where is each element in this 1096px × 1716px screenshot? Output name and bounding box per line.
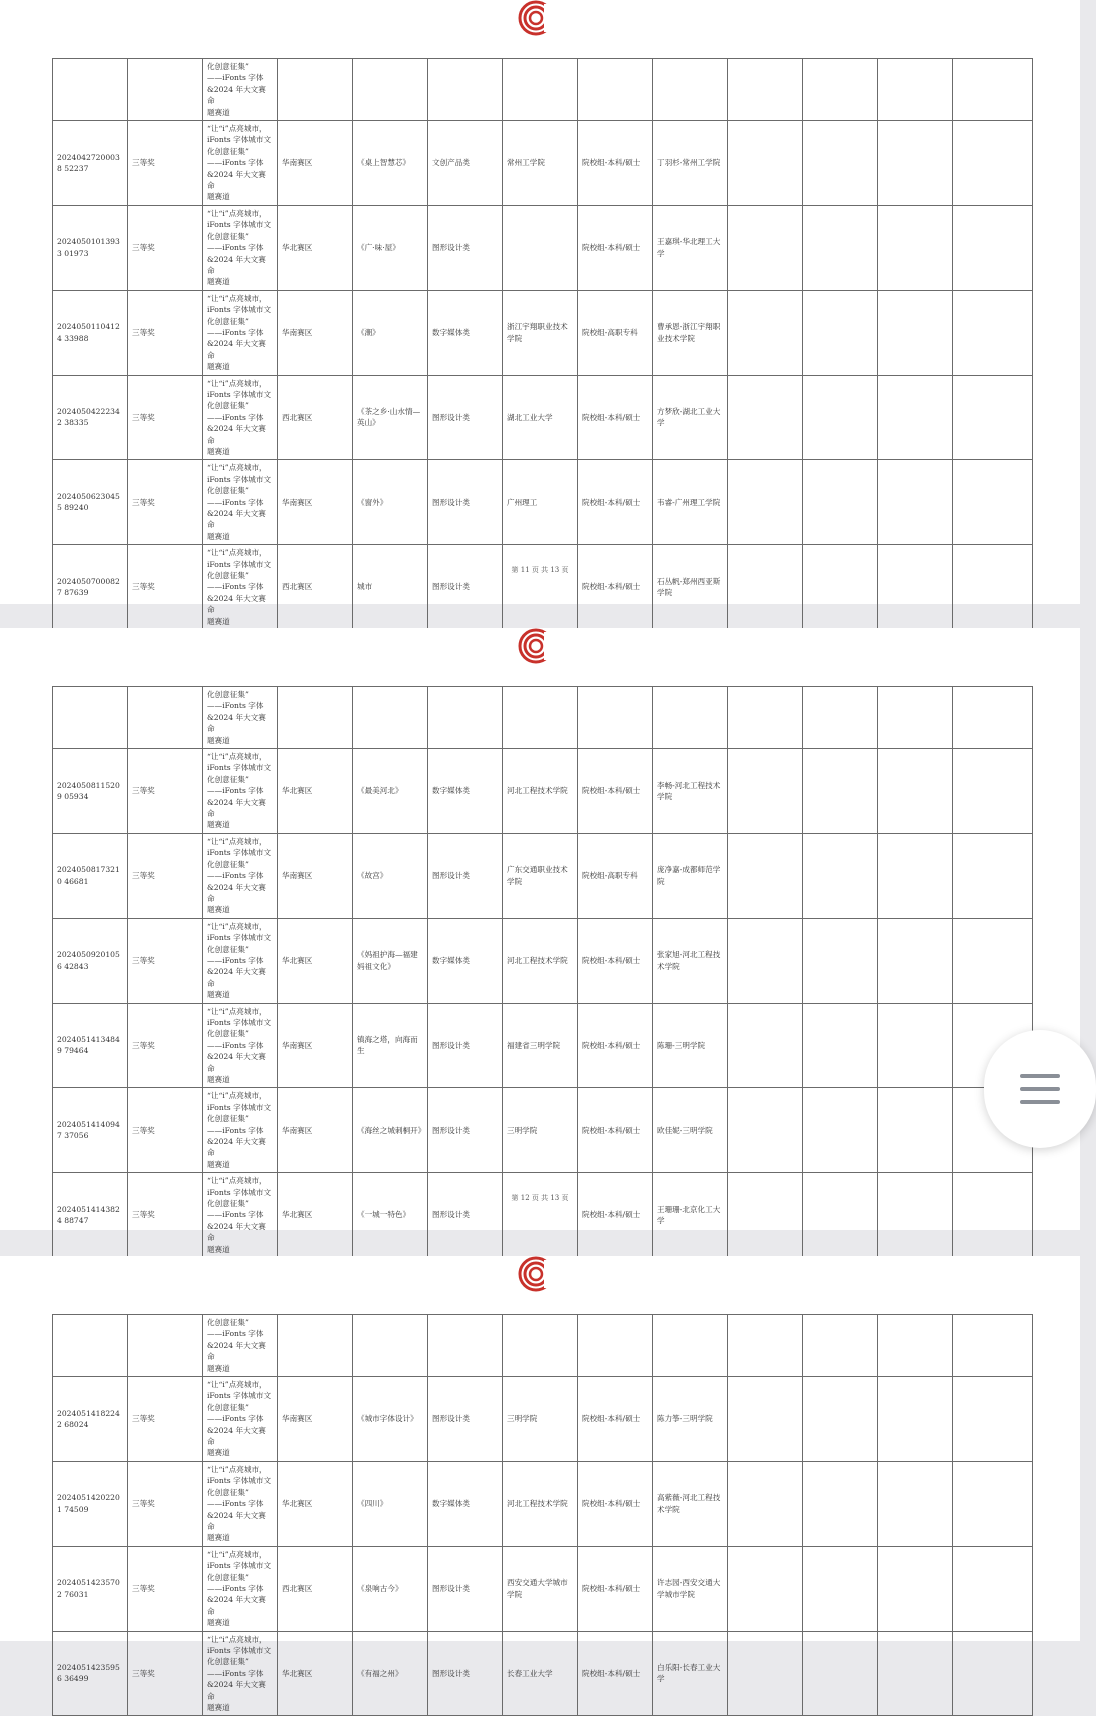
region-cell: 华北赛区 — [278, 205, 353, 290]
award-cell: 三等奖 — [128, 1546, 203, 1631]
table-row — [53, 1461, 1033, 1546]
empty-cell — [878, 205, 953, 290]
empty-cell — [953, 749, 1033, 834]
empty-cell — [878, 375, 953, 460]
award-cell: 三等奖 — [128, 1631, 203, 1716]
empty-cell — [803, 1003, 878, 1088]
school-cell: 常州工学院 — [503, 121, 578, 206]
category-cell: 数字媒体类 — [428, 918, 503, 1003]
submission-id-cell: 20240501104124 33988 — [53, 290, 128, 375]
school-cell: 福建省三明学院 — [503, 1003, 578, 1088]
event-cell: “让“i”点亮城市， iFonts 字体城市文 化创意征集” ——iFonts 字体 &2024 年大文赛命 题赛道 — [203, 1461, 278, 1546]
empty-cell — [728, 205, 803, 290]
empty-cell — [878, 545, 953, 630]
group-cell: 院校组-本科/硕士 — [578, 1546, 653, 1631]
category-cell: 数字媒体类 — [428, 1461, 503, 1546]
empty-cell — [953, 833, 1033, 918]
empty-cell — [953, 687, 1033, 749]
category-cell: 图形设计类 — [428, 1631, 503, 1716]
group-cell: 院校组-本科/硕士 — [578, 1003, 653, 1088]
document-page-11 — [0, 0, 1080, 626]
table-row-continued — [53, 1315, 1033, 1377]
empty-cell — [803, 290, 878, 375]
event-cell: “让“i”点亮城市， iFonts 字体城市文 化创意征集” ——iFonts 字体 &2024 年大文赛命 题赛道 — [203, 460, 278, 545]
award-cell: 三等奖 — [128, 1461, 203, 1546]
region-cell: 华南赛区 — [278, 1088, 353, 1173]
spiral-logo-icon — [514, 0, 558, 36]
school-cell: 广东交通职业技术学院 — [503, 833, 578, 918]
empty-cell — [878, 687, 953, 749]
region-cell: 西北赛区 — [278, 375, 353, 460]
empty-cell — [728, 59, 803, 121]
teacher-cell: 丁羽杉-常州工学院 — [653, 121, 728, 206]
group-cell: 院校组-本科/硕士 — [578, 1377, 653, 1462]
table-row-continued — [53, 687, 1033, 749]
school-cell — [503, 205, 578, 290]
empty-cell — [953, 918, 1033, 1003]
school-cell: 广州理工 — [503, 460, 578, 545]
table-row — [53, 749, 1033, 834]
region-cell: 华北赛区 — [278, 1461, 353, 1546]
empty-cell — [128, 687, 203, 749]
work-title-cell: 《故宫》 — [353, 833, 428, 918]
empty-cell — [428, 59, 503, 121]
school-cell: 三明学院 — [503, 1088, 578, 1173]
category-cell: 图形设计类 — [428, 375, 503, 460]
document-page-13 — [0, 1256, 1080, 1712]
empty-cell — [503, 1315, 578, 1377]
empty-cell — [53, 1315, 128, 1377]
teacher-cell: 李畅-河北工程技术学院 — [653, 749, 728, 834]
award-cell: 三等奖 — [128, 375, 203, 460]
table-row — [53, 460, 1033, 545]
empty-cell — [878, 290, 953, 375]
table-row — [53, 833, 1033, 918]
teacher-cell: 曹承恩-浙江宇翔职业技术学院 — [653, 290, 728, 375]
empty-cell — [878, 833, 953, 918]
table-row — [53, 375, 1033, 460]
empty-cell — [803, 833, 878, 918]
empty-cell — [728, 1546, 803, 1631]
empty-cell — [878, 1546, 953, 1631]
document-page-12 — [0, 628, 1080, 1254]
submission-id-cell: 20240501013933 01973 — [53, 205, 128, 290]
school-cell: 长春工业大学 — [503, 1631, 578, 1716]
empty-cell — [728, 687, 803, 749]
award-cell: 三等奖 — [128, 833, 203, 918]
empty-cell — [803, 375, 878, 460]
category-cell: 图形设计类 — [428, 545, 503, 630]
table-row — [53, 205, 1033, 290]
empty-cell — [803, 545, 878, 630]
school-cell — [503, 1173, 578, 1258]
organizer-logo — [514, 1256, 558, 1306]
work-title-cell: 《泉响古今》 — [353, 1546, 428, 1631]
empty-cell — [728, 545, 803, 630]
group-cell: 院校组-本科/硕士 — [578, 121, 653, 206]
school-cell: 河北工程技术学院 — [503, 749, 578, 834]
region-cell: 西北赛区 — [278, 1546, 353, 1631]
empty-cell — [953, 121, 1033, 206]
empty-cell — [428, 1315, 503, 1377]
empty-cell — [953, 1377, 1033, 1462]
category-cell: 图形设计类 — [428, 1377, 503, 1462]
event-cell: “让“i”点亮城市， iFonts 字体城市文 化创意征集” ——iFonts 字体 &2024 年大文赛命 题赛道 — [203, 1003, 278, 1088]
empty-cell — [953, 1315, 1033, 1377]
category-cell: 数字媒体类 — [428, 749, 503, 834]
event-cell: “让“i”点亮城市， iFonts 字体城市文 化创意征集” ——iFonts 字体 &2024 年大文赛命 题赛道 — [203, 290, 278, 375]
empty-cell — [278, 59, 353, 121]
empty-cell — [953, 59, 1033, 121]
empty-cell — [878, 749, 953, 834]
empty-cell — [953, 545, 1033, 630]
empty-cell — [653, 1315, 728, 1377]
event-cell: “让“i”点亮城市， iFonts 字体城市文 化创意征集” ——iFonts 字体 &2024 年大文赛命 题赛道 — [203, 1546, 278, 1631]
page-number: 第 11 页 共 13 页 — [511, 566, 569, 574]
empty-cell — [728, 1088, 803, 1173]
table-row-continued — [53, 59, 1033, 121]
award-cell: 三等奖 — [128, 121, 203, 206]
category-cell: 图形设计类 — [428, 460, 503, 545]
table-row — [53, 545, 1033, 630]
empty-cell — [728, 1315, 803, 1377]
work-title-cell: 《窗外》 — [353, 460, 428, 545]
teacher-cell: 许志园-西安交通大学城市学院 — [653, 1546, 728, 1631]
work-title-cell: 镇海之塔，向海而生 — [353, 1003, 428, 1088]
teacher-cell: 欧佳妮-三明学院 — [653, 1088, 728, 1173]
school-cell: 河北工程技术学院 — [503, 1461, 578, 1546]
category-cell: 图形设计类 — [428, 1546, 503, 1631]
page-number: 第 12 页 共 13 页 — [511, 1194, 569, 1202]
empty-cell — [128, 59, 203, 121]
group-cell: 院校组-本科/硕士 — [578, 1088, 653, 1173]
event-cell: 化创意征集” ——iFonts 字体 &2024 年大文赛命 题赛道 — [203, 1315, 278, 1377]
group-cell: 院校组-高职专科 — [578, 290, 653, 375]
teacher-cell: 韦睿-广州理工学院 — [653, 460, 728, 545]
submission-id-cell: 20240514182242 68024 — [53, 1377, 128, 1462]
work-title-cell: 《一城一特色》 — [353, 1173, 428, 1258]
empty-cell — [653, 687, 728, 749]
empty-cell — [878, 460, 953, 545]
event-cell: “让“i”点亮城市， iFonts 字体城市文 化创意征集” ——iFonts 字体 &2024 年大文赛命 题赛道 — [203, 205, 278, 290]
submission-id-cell: 20240508115209 05934 — [53, 749, 128, 834]
event-cell: “让“i”点亮城市， iFonts 字体城市文 化创意征集” ——iFonts 字体 &2024 年大文赛命 题赛道 — [203, 749, 278, 834]
teacher-cell: 陈珊-三明学院 — [653, 1003, 728, 1088]
event-cell: “让“i”点亮城市， iFonts 字体城市文 化创意征集” ——iFonts 字体 &2024 年大文赛命 题赛道 — [203, 1631, 278, 1716]
school-cell: 浙江宇翔职业技术学院 — [503, 290, 578, 375]
event-cell: “让“i”点亮城市， iFonts 字体城市文 化创意征集” ——iFonts 字体 &2024 年大文赛命 题赛道 — [203, 121, 278, 206]
school-cell: 西安交通大学城市学院 — [503, 1546, 578, 1631]
empty-cell — [803, 59, 878, 121]
empty-cell — [953, 1631, 1033, 1716]
work-title-cell: 城市 — [353, 545, 428, 630]
empty-cell — [878, 1461, 953, 1546]
submission-id-cell: 20240427200038 52237 — [53, 121, 128, 206]
region-cell: 华南赛区 — [278, 121, 353, 206]
empty-cell — [803, 205, 878, 290]
menu-icon — [1020, 1074, 1060, 1078]
empty-cell — [953, 1461, 1033, 1546]
category-cell: 图形设计类 — [428, 1088, 503, 1173]
region-cell: 西北赛区 — [278, 545, 353, 630]
empty-cell — [878, 1315, 953, 1377]
submission-id-cell: 20240506230455 89240 — [53, 460, 128, 545]
menu-icon-bar — [1020, 1087, 1060, 1091]
region-cell: 华南赛区 — [278, 833, 353, 918]
region-cell: 华北赛区 — [278, 1631, 353, 1716]
empty-cell — [878, 1631, 953, 1716]
teacher-cell: 高紫薇-河北工程技术学院 — [653, 1461, 728, 1546]
empty-cell — [803, 1173, 878, 1258]
empty-cell — [803, 749, 878, 834]
empty-cell — [953, 375, 1033, 460]
empty-cell — [803, 460, 878, 545]
empty-cell — [728, 290, 803, 375]
category-cell: 图形设计类 — [428, 205, 503, 290]
award-cell: 三等奖 — [128, 1173, 203, 1258]
floating-menu-button[interactable] — [984, 1030, 1096, 1148]
empty-cell — [503, 687, 578, 749]
table-row — [53, 918, 1033, 1003]
empty-cell — [728, 375, 803, 460]
empty-cell — [578, 1315, 653, 1377]
empty-cell — [428, 687, 503, 749]
menu-icon-bar — [1020, 1100, 1060, 1104]
award-cell: 三等奖 — [128, 1088, 203, 1173]
table-row — [53, 1631, 1033, 1716]
empty-cell — [728, 1173, 803, 1258]
school-cell — [503, 545, 578, 630]
category-cell: 文创产品类 — [428, 121, 503, 206]
award-cell: 三等奖 — [128, 1377, 203, 1462]
spiral-logo-icon — [514, 1256, 558, 1292]
submission-id-cell: 20240514235702 76031 — [53, 1546, 128, 1631]
empty-cell — [878, 1377, 953, 1462]
teacher-cell: 王珊珊-北京化工大学 — [653, 1173, 728, 1258]
table-row — [53, 1003, 1033, 1088]
empty-cell — [353, 687, 428, 749]
teacher-cell: 王嘉琪-华北理工大学 — [653, 205, 728, 290]
table-row — [53, 1546, 1033, 1631]
region-cell: 华南赛区 — [278, 290, 353, 375]
region-cell: 华北赛区 — [278, 1173, 353, 1258]
region-cell: 华北赛区 — [278, 749, 353, 834]
award-cell: 三等奖 — [128, 918, 203, 1003]
empty-cell — [278, 1315, 353, 1377]
submission-id-cell: 20240509201056 42843 — [53, 918, 128, 1003]
empty-cell — [728, 1377, 803, 1462]
empty-cell — [878, 918, 953, 1003]
event-cell: “让“i”点亮城市， iFonts 字体城市文 化创意征集” ——iFonts 字体 &2024 年大文赛命 题赛道 — [203, 1088, 278, 1173]
group-cell: 院校组-本科/硕士 — [578, 205, 653, 290]
teacher-cell: 庞净嘉-成都师范学院 — [653, 833, 728, 918]
empty-cell — [803, 1631, 878, 1716]
work-title-cell: 《海丝之城刺桐开》 — [353, 1088, 428, 1173]
spiral-logo-icon — [514, 628, 558, 664]
award-cell: 三等奖 — [128, 205, 203, 290]
empty-cell — [878, 59, 953, 121]
empty-cell — [953, 205, 1033, 290]
work-title-cell: 《广·味·屋》 — [353, 205, 428, 290]
organizer-logo — [514, 628, 558, 678]
empty-cell — [653, 59, 728, 121]
work-title-cell: 《潮》 — [353, 290, 428, 375]
submission-id-cell: 20240514235956 36499 — [53, 1631, 128, 1716]
category-cell: 数字媒体类 — [428, 290, 503, 375]
school-cell: 三明学院 — [503, 1377, 578, 1462]
group-cell: 院校组-本科/硕士 — [578, 375, 653, 460]
work-title-cell: 《桌上智慧芯》 — [353, 121, 428, 206]
empty-cell — [728, 833, 803, 918]
empty-cell — [803, 918, 878, 1003]
group-cell: 院校组-本科/硕士 — [578, 545, 653, 630]
event-cell: 化创意征集” ——iFonts 字体 &2024 年大文赛命 题赛道 — [203, 687, 278, 749]
region-cell: 华南赛区 — [278, 460, 353, 545]
empty-cell — [728, 460, 803, 545]
award-cell: 三等奖 — [128, 290, 203, 375]
empty-cell — [953, 290, 1033, 375]
submission-id-cell: 20240514140947 37056 — [53, 1088, 128, 1173]
group-cell: 院校组-本科/硕士 — [578, 1173, 653, 1258]
category-cell: 图形设计类 — [428, 1003, 503, 1088]
event-cell: “让“i”点亮城市， iFonts 字体城市文 化创意征集” ——iFonts 字体 &2024 年大文赛命 题赛道 — [203, 1377, 278, 1462]
empty-cell — [953, 460, 1033, 545]
teacher-cell: 陈力筝-三明学院 — [653, 1377, 728, 1462]
empty-cell — [728, 749, 803, 834]
empty-cell — [353, 1315, 428, 1377]
group-cell: 院校组-本科/硕士 — [578, 749, 653, 834]
empty-cell — [803, 1377, 878, 1462]
teacher-cell: 石丛帆-郑州西亚斯学院 — [653, 545, 728, 630]
empty-cell — [503, 59, 578, 121]
empty-cell — [578, 59, 653, 121]
event-cell: “让“i”点亮城市， iFonts 字体城市文 化创意征集” ——iFonts 字体 &2024 年大文赛命 题赛道 — [203, 833, 278, 918]
table-row — [53, 1173, 1033, 1258]
work-title-cell: 《最美河北》 — [353, 749, 428, 834]
empty-cell — [803, 1315, 878, 1377]
group-cell: 院校组-高职专科 — [578, 833, 653, 918]
empty-cell — [878, 121, 953, 206]
empty-cell — [728, 121, 803, 206]
empty-cell — [878, 1003, 953, 1088]
empty-cell — [728, 1003, 803, 1088]
teacher-cell: 方梦欣-湖北工业大学 — [653, 375, 728, 460]
empty-cell — [878, 1088, 953, 1173]
award-cell: 三等奖 — [128, 460, 203, 545]
work-title-cell: 《四川》 — [353, 1461, 428, 1546]
region-cell: 华南赛区 — [278, 1003, 353, 1088]
submission-id-cell: 20240507000827 87639 — [53, 545, 128, 630]
empty-cell — [53, 59, 128, 121]
submission-id-cell: 20240514143824 88747 — [53, 1173, 128, 1258]
region-cell: 华南赛区 — [278, 1377, 353, 1462]
group-cell: 院校组-本科/硕士 — [578, 918, 653, 1003]
school-cell: 湖北工业大学 — [503, 375, 578, 460]
empty-cell — [728, 1461, 803, 1546]
empty-cell — [803, 687, 878, 749]
event-cell: 化创意征集” ——iFonts 字体 &2024 年大文赛命 题赛道 — [203, 59, 278, 121]
event-cell: “让“i”点亮城市， iFonts 字体城市文 化创意征集” ——iFonts 字体 &2024 年大文赛命 题赛道 — [203, 1173, 278, 1258]
category-cell: 图形设计类 — [428, 833, 503, 918]
empty-cell — [728, 918, 803, 1003]
school-cell: 河北工程技术学院 — [503, 918, 578, 1003]
awards-table — [52, 1314, 1033, 1716]
empty-cell — [128, 1315, 203, 1377]
empty-cell — [278, 687, 353, 749]
table-row — [53, 121, 1033, 206]
empty-cell — [53, 687, 128, 749]
empty-cell — [803, 1461, 878, 1546]
event-cell: “让“i”点亮城市， iFonts 字体城市文 化创意征集” ——iFonts 字体 &2024 年大文赛命 题赛道 — [203, 375, 278, 460]
empty-cell — [353, 59, 428, 121]
empty-cell — [953, 1173, 1033, 1258]
event-cell: “让“i”点亮城市， iFonts 字体城市文 化创意征集” ——iFonts 字体 &2024 年大文赛命 题赛道 — [203, 918, 278, 1003]
submission-id-cell: 20240514134849 79464 — [53, 1003, 128, 1088]
work-title-cell: 《有福之州》 — [353, 1631, 428, 1716]
empty-cell — [578, 687, 653, 749]
submission-id-cell: 20240514202201 74509 — [53, 1461, 128, 1546]
work-title-cell: 《妈祖护海—福建妈祖文化》 — [353, 918, 428, 1003]
teacher-cell: 白乐阳-长春工业大学 — [653, 1631, 728, 1716]
teacher-cell: 张家旭-河北工程技术学院 — [653, 918, 728, 1003]
organizer-logo — [514, 0, 558, 50]
submission-id-cell: 20240504222342 38335 — [53, 375, 128, 460]
table-row — [53, 290, 1033, 375]
table-row — [53, 1377, 1033, 1462]
group-cell: 院校组-本科/硕士 — [578, 1631, 653, 1716]
award-cell: 三等奖 — [128, 749, 203, 834]
work-title-cell: 《茶之乡·山水情—英山》 — [353, 375, 428, 460]
region-cell: 华北赛区 — [278, 918, 353, 1003]
empty-cell — [878, 1173, 953, 1258]
empty-cell — [803, 1546, 878, 1631]
group-cell: 院校组-本科/硕士 — [578, 1461, 653, 1546]
award-cell: 三等奖 — [128, 1003, 203, 1088]
empty-cell — [803, 121, 878, 206]
group-cell: 院校组-本科/硕士 — [578, 460, 653, 545]
event-cell: “让“i”点亮城市， iFonts 字体城市文 化创意征集” ——iFonts 字体 &2024 年大文赛命 题赛道 — [203, 545, 278, 630]
work-title-cell: 《城市字体设计》 — [353, 1377, 428, 1462]
empty-cell — [953, 1546, 1033, 1631]
award-cell: 三等奖 — [128, 545, 203, 630]
empty-cell — [803, 1088, 878, 1173]
empty-cell — [728, 1631, 803, 1716]
category-cell: 图形设计类 — [428, 1173, 503, 1258]
table-row — [53, 1088, 1033, 1173]
submission-id-cell: 20240508173210 46681 — [53, 833, 128, 918]
